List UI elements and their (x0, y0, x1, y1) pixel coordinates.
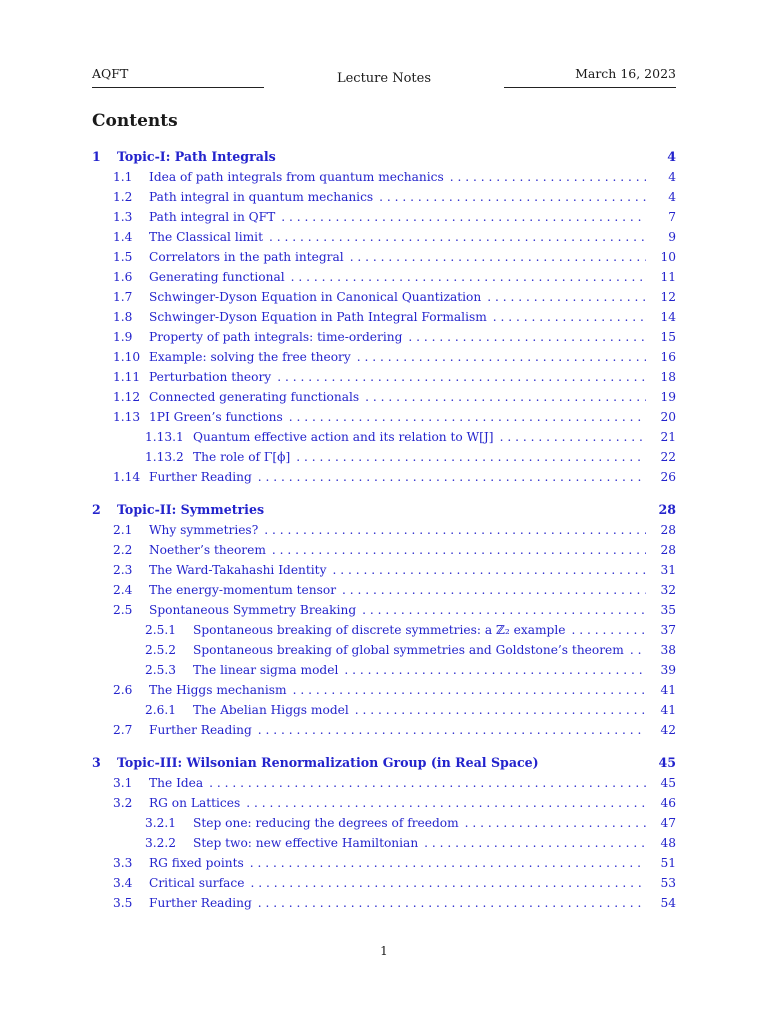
toc-entry-number: 1.7 (113, 290, 133, 304)
toc-entry-title: Spontaneous Symmetry Breaking (149, 603, 357, 617)
toc-entry-title: Step one: reducing the degrees of freedom (193, 816, 459, 830)
toc-section-link[interactable] (92, 520, 676, 540)
toc-entry-page: 28 (658, 502, 676, 517)
toc-entry-page: 31 (660, 563, 676, 577)
header-course: AQFT (92, 66, 129, 81)
toc-entry-title: Noether’s theorem (149, 543, 266, 557)
header-title: Lecture Notes (336, 71, 432, 86)
toc-entry-title: Property of path integrals: time-ordering (149, 330, 403, 344)
toc-entry-page: 38 (660, 643, 676, 657)
toc-entry-number: 1.13 (113, 410, 141, 424)
toc-dot-leader (487, 290, 646, 304)
toc-subsection-link[interactable] (92, 700, 676, 720)
toc-section-link[interactable] (92, 407, 676, 427)
toc-dot-leader (258, 896, 646, 910)
toc-entry-title: Topic-II: Symmetries (117, 502, 265, 517)
toc-section-link[interactable] (92, 267, 676, 287)
toc-entry-title: Spontaneous breaking of discrete symmetries: a ℤ₂ example (193, 623, 566, 637)
toc-entry-title: The energy-momentum tensor (149, 583, 337, 597)
toc-dot-leader (500, 430, 646, 444)
toc-dot-leader (209, 776, 646, 790)
header-rule-right (504, 87, 676, 88)
toc-subsection-link[interactable] (92, 813, 676, 833)
toc-entry-title: Schwinger-Dyson Equation in Canonical Quantization (149, 290, 482, 304)
toc-section-link[interactable] (92, 367, 676, 387)
toc-entry-number: 1.1 (113, 170, 133, 184)
toc-entry-title: The Ward-Takahashi Identity (149, 563, 327, 577)
toc-entry-title: Why symmetries? (149, 523, 259, 537)
toc-entry-number: 2.2 (113, 543, 133, 557)
toc-dot-leader (424, 836, 646, 850)
toc-entry-title: Generating functional (149, 270, 285, 284)
toc-chapter-link[interactable] (92, 752, 676, 773)
toc-entry-number: 1.10 (113, 350, 141, 364)
toc-entry-number: 1.9 (113, 330, 133, 344)
toc-entry-title: The Higgs mechanism (149, 683, 287, 697)
toc-entry-title: Connected generating functionals (149, 390, 360, 404)
toc-entry-page: 28 (660, 543, 676, 557)
toc-dot-leader (450, 170, 646, 184)
toc-entry-number: 1.11 (113, 370, 141, 384)
toc-entry-title: Correlators in the path integral (149, 250, 344, 264)
table-of-contents (92, 146, 676, 913)
toc-dot-leader (493, 310, 646, 324)
toc-entry-title: Spontaneous breaking of global symmetries and Goldstone’s theorem (193, 643, 624, 657)
toc-entry-number: 3.1 (113, 776, 133, 790)
toc-section-link[interactable] (92, 327, 676, 347)
toc-dot-leader (264, 523, 646, 537)
toc-section-link[interactable] (92, 307, 676, 327)
toc-entry-number: 2.6 (113, 683, 133, 697)
toc-dot-leader (465, 816, 646, 830)
toc-section-link[interactable] (92, 227, 676, 247)
toc-entry-number: 2.7 (113, 723, 133, 737)
toc-dot-leader (296, 450, 646, 464)
toc-entry-page: 32 (660, 583, 676, 597)
toc-dot-leader (293, 683, 646, 697)
toc-entry-page: 4 (668, 170, 676, 184)
toc-entry-page: 12 (660, 290, 676, 304)
toc-entry-title: Further Reading (149, 470, 252, 484)
toc-dot-leader (365, 390, 646, 404)
page-header (92, 62, 676, 92)
toc-entry-number: 1.13.1 (145, 430, 184, 444)
toc-entry-title: 1PI Green’s functions (149, 410, 283, 424)
toc-dot-leader (344, 663, 646, 677)
toc-entry-page: 48 (660, 836, 676, 850)
toc-chapter-link[interactable] (92, 499, 676, 520)
toc-entry-title: The role of Γ[ϕ] (193, 450, 291, 464)
toc-dot-leader (258, 470, 646, 484)
toc-entry-title: Schwinger-Dyson Equation in Path Integral Formalism (149, 310, 487, 324)
toc-entry-page: 15 (660, 330, 676, 344)
toc-entry-page: 47 (660, 816, 676, 830)
toc-dot-leader (289, 410, 646, 424)
toc-entry-page: 51 (660, 856, 676, 870)
toc-entry-number: 2.5.2 (145, 643, 177, 657)
toc-entry-title: Path integral in QFT (149, 210, 276, 224)
toc-dot-leader (281, 210, 646, 224)
toc-entry-page: 19 (660, 390, 676, 404)
toc-entry-number: 2.5 (113, 603, 133, 617)
toc-entry-page: 10 (660, 250, 676, 264)
toc-entry-title: RG on Lattices (149, 796, 241, 810)
toc-entry-number: 1.13.2 (145, 450, 184, 464)
toc-dot-leader (272, 543, 646, 557)
toc-entry-number: 3.4 (113, 876, 133, 890)
toc-section-link[interactable] (92, 247, 676, 267)
toc-entry-title: The Classical limit (149, 230, 263, 244)
toc-section-link[interactable] (92, 207, 676, 227)
toc-entry-page: 9 (668, 230, 676, 244)
toc-entry-page: 22 (660, 450, 676, 464)
toc-subsection-link[interactable] (92, 447, 676, 467)
toc-entry-number: 3.2 (113, 796, 133, 810)
toc-entry-title: The Abelian Higgs model (193, 703, 349, 717)
toc-section-link[interactable] (92, 600, 676, 620)
toc-entry-title: The Idea (149, 776, 204, 790)
toc-dot-leader (350, 250, 646, 264)
toc-entry-number: 1.5 (113, 250, 133, 264)
toc-entry-number: 3.2.1 (145, 816, 177, 830)
toc-entry-number: 2.5.1 (145, 623, 177, 637)
toc-entry-page: 16 (660, 350, 676, 364)
toc-entry-page: 14 (660, 310, 676, 324)
toc-entry-title: Quantum effective action and its relation to W[J] (193, 430, 494, 444)
toc-entry-number: 2.6.1 (145, 703, 177, 717)
toc-entry-title: The linear sigma model (193, 663, 339, 677)
toc-entry-title: Step two: new effective Hamiltonian (193, 836, 419, 850)
toc-entry-title: Idea of path integrals from quantum mechanics (149, 170, 444, 184)
toc-entry-number: 2.3 (113, 563, 133, 577)
toc-section-link[interactable] (92, 347, 676, 367)
toc-entry-title: Topic-I: Path Integrals (117, 149, 276, 164)
toc-entry-number: 1.4 (113, 230, 133, 244)
toc-entry-page: 41 (660, 703, 676, 717)
toc-section-link[interactable] (92, 187, 676, 207)
toc-dot-leader (277, 370, 646, 384)
toc-entry-page: 53 (660, 876, 676, 890)
toc-dot-leader (379, 190, 646, 204)
toc-entry-title: Perturbation theory (149, 370, 272, 384)
toc-entry-title: Critical surface (149, 876, 245, 890)
toc-dot-leader (362, 603, 646, 617)
toc-section-link[interactable] (92, 167, 676, 187)
toc-dot-leader (332, 563, 646, 577)
header-date: March 16, 2023 (575, 66, 676, 81)
toc-section-link[interactable] (92, 387, 676, 407)
toc-dot-leader (630, 643, 646, 657)
toc-entry-page: 45 (660, 776, 676, 790)
page-number: 1 (380, 944, 388, 958)
toc-entry-title: Topic-III: Wilsonian Renormalization Group (in Real Space) (117, 755, 539, 770)
header-rule-left (92, 87, 264, 88)
toc-entry-title: Further Reading (149, 896, 252, 910)
toc-entry-number: 1.2 (113, 190, 133, 204)
toc-entry-page: 21 (660, 430, 676, 444)
toc-entry-page: 54 (660, 896, 676, 910)
toc-entry-number: 2.4 (113, 583, 133, 597)
toc-entry-number: 1.12 (113, 390, 141, 404)
toc-dot-leader (571, 623, 646, 637)
toc-subsection-link[interactable] (92, 640, 676, 660)
toc-subsection-link[interactable] (92, 427, 676, 447)
toc-dot-leader (291, 270, 646, 284)
toc-subsection-link[interactable] (92, 660, 676, 680)
toc-section-link[interactable] (92, 467, 676, 487)
toc-entry-number: 1.8 (113, 310, 133, 324)
toc-dot-leader (357, 350, 646, 364)
toc-entry-page: 35 (660, 603, 676, 617)
toc-section-link[interactable] (92, 873, 676, 893)
toc-section-link[interactable] (92, 580, 676, 600)
toc-entry-page: 37 (660, 623, 676, 637)
toc-entry-page: 42 (660, 723, 676, 737)
toc-entry-page: 46 (660, 796, 676, 810)
toc-dot-leader (250, 856, 646, 870)
toc-entry-title: Example: solving the free theory (149, 350, 351, 364)
toc-section-link[interactable] (92, 773, 676, 793)
toc-dot-leader (408, 330, 646, 344)
toc-entry-page: 45 (658, 755, 676, 770)
toc-section-link[interactable] (92, 680, 676, 700)
toc-dot-leader (342, 583, 646, 597)
toc-dot-leader (269, 230, 646, 244)
toc-entry-page: 4 (668, 190, 676, 204)
toc-dot-leader (246, 796, 646, 810)
toc-dot-leader (258, 723, 646, 737)
contents-heading: Contents (92, 111, 178, 131)
toc-entry-number: 2 (92, 502, 101, 517)
toc-chapter-link[interactable] (92, 146, 676, 167)
toc-entry-page: 11 (660, 270, 676, 284)
toc-entry-page: 20 (660, 410, 676, 424)
toc-subsection-link[interactable] (92, 833, 676, 853)
toc-entry-page: 41 (660, 683, 676, 697)
toc-subsection-link[interactable] (92, 620, 676, 640)
toc-entry-number: 3.3 (113, 856, 133, 870)
toc-section-link[interactable] (92, 853, 676, 873)
toc-entry-page: 26 (660, 470, 676, 484)
toc-entry-title: Path integral in quantum mechanics (149, 190, 374, 204)
toc-section-link[interactable] (92, 793, 676, 813)
toc-entry-number: 3.2.2 (145, 836, 177, 850)
toc-entry-title: RG fixed points (149, 856, 244, 870)
toc-entry-number: 1.3 (113, 210, 133, 224)
toc-entry-number: 2.1 (113, 523, 133, 537)
toc-section-link[interactable] (92, 540, 676, 560)
toc-entry-page: 4 (667, 149, 676, 164)
toc-dot-leader (250, 876, 646, 890)
toc-entry-page: 7 (668, 210, 676, 224)
toc-section-link[interactable] (92, 720, 676, 740)
toc-entry-title: Further Reading (149, 723, 252, 737)
toc-section-link[interactable] (92, 287, 676, 307)
toc-entry-page: 39 (660, 663, 676, 677)
toc-entry-number: 3 (92, 755, 101, 770)
toc-entry-page: 18 (660, 370, 676, 384)
toc-section-link[interactable] (92, 560, 676, 580)
toc-entry-number: 1 (92, 149, 101, 164)
toc-entry-number: 1.14 (113, 470, 141, 484)
toc-entry-number: 1.6 (113, 270, 133, 284)
toc-section-link[interactable] (92, 893, 676, 913)
toc-dot-leader (355, 703, 646, 717)
toc-entry-number: 3.5 (113, 896, 133, 910)
toc-entry-page: 28 (660, 523, 676, 537)
toc-entry-number: 2.5.3 (145, 663, 177, 677)
